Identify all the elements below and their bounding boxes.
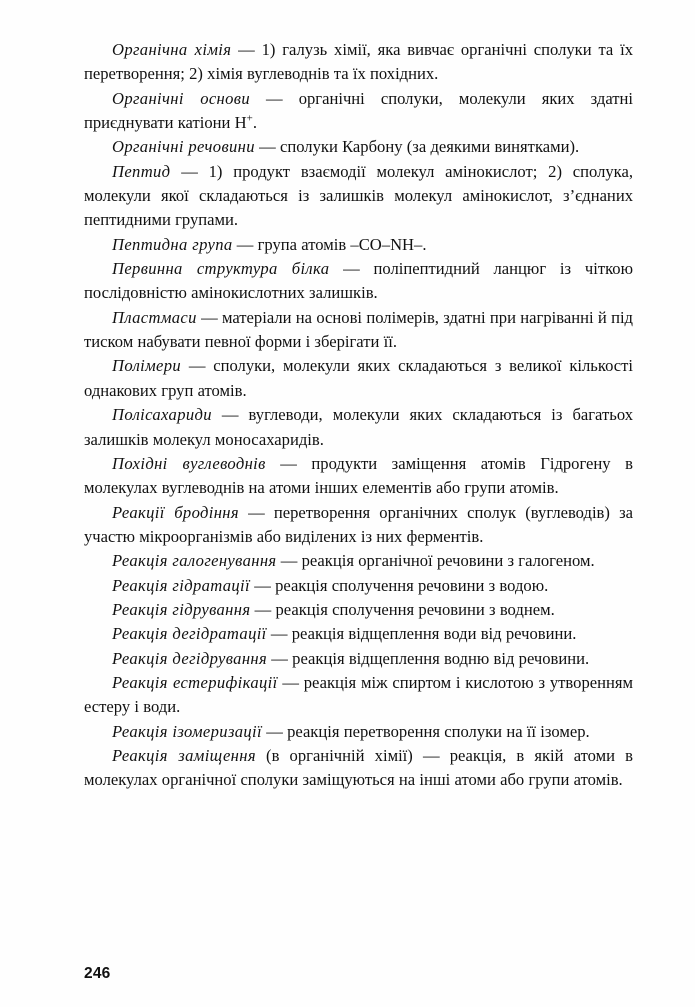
glossary-term: Реакція гідратації: [112, 575, 250, 595]
term-definition-separator: —: [249, 575, 276, 595]
glossary-definition: реакція, в якій атоми в молекулах органічної сполуки заміщуються на інші атоми або групи атомів.: [84, 745, 633, 790]
glossary-definition: 1) галузь хімії, яка вивчає органічні сполуки та їх перетворення; 2) хімія вуглеводнів та їх похідних.: [84, 40, 634, 84]
glossary-definition: продукти заміщення атомів Гідрогену в молекулах вуглеводнів на атоми інших елементів або групи атомів.: [84, 453, 633, 498]
term-definition-separator: —: [277, 672, 304, 692]
glossary-entry: [84, 622, 633, 646]
term-definition-separator: —: [329, 259, 374, 279]
glossary-term: Реакція дегідратації: [112, 624, 267, 644]
glossary-entry: [84, 257, 633, 306]
term-definition-separator: —: [232, 234, 258, 254]
glossary-term: Пептидна група: [112, 234, 233, 254]
glossary-definition: 1) продукт взаємодії молекул амінокислот; 2) сполука, молекули якої складаються із залишків молекул амінокислот, з’єднаних пептидними групами.: [84, 161, 633, 230]
glossary-definition-tail: .: [252, 113, 257, 133]
glossary-definition: сполуки, молекули яких складаються з великої кількості однакових груп атомів.: [84, 356, 634, 400]
glossary-term: Органічні речовини: [112, 137, 255, 157]
glossary-definition: група атомів –CO–NH–.: [257, 234, 427, 254]
glossary-term: Реакція естерифікації: [112, 672, 278, 692]
glossary-entry: [84, 160, 633, 233]
term-definition-separator: —: [250, 88, 299, 108]
glossary-definition: перетворення органічних сполук (вуглеводів) за участю мікроорганізмів або виділених із них ферментів.: [84, 502, 634, 546]
glossary-term: Полісахариди: [112, 405, 212, 425]
glossary-definition: сполуки Карбону (за деякими винятками).: [279, 137, 580, 157]
glossary-term: Реакція заміщення: [112, 745, 256, 765]
glossary-term: Полімери: [112, 356, 182, 376]
glossary-term: Реакції бродіння: [112, 502, 239, 522]
term-definition-separator: —: [266, 624, 292, 644]
glossary-term: Реакція галогенування: [112, 551, 277, 571]
page-number: 246: [84, 965, 111, 982]
glossary-entry: [84, 354, 633, 403]
glossary-term: Пептид: [112, 161, 171, 181]
glossary-entry: [84, 306, 633, 355]
glossary-entry: [84, 574, 633, 598]
glossary-definition: вуглеводи, молекули яких складаються із багатьох залишків молекул моносахаридів.: [84, 405, 633, 449]
glossary-entry: [84, 744, 633, 793]
glossary-entry: [84, 233, 633, 257]
glossary-entry: [84, 647, 633, 671]
glossary-term: Похідні вуглеводнів: [112, 453, 266, 473]
term-definition-separator: —: [181, 356, 214, 376]
term-definition-separator: —: [231, 40, 262, 59]
glossary-term: Первинна структура білка: [112, 259, 330, 279]
glossary-entry: [84, 403, 633, 452]
glossary-definition: реакція сполучення речовини з водою.: [275, 575, 549, 595]
glossary-definition: реакція перетворення сполуки на її ізомер.: [287, 721, 590, 741]
glossary-definition: поліпептидний ланцюг із чіткою послідовністю амінокислотних залишків.: [84, 259, 633, 303]
term-definition-separator: —: [238, 502, 274, 522]
term-definition-separator: —: [412, 745, 450, 765]
glossary-entry: [84, 549, 633, 573]
term-definition-separator: —: [211, 405, 249, 425]
term-definition-separator: —: [170, 161, 209, 181]
glossary-definition: реакція відщеплення водню від речовини.: [292, 648, 590, 668]
superscript-charge: +: [246, 112, 253, 125]
term-definition-separator: —: [196, 307, 222, 327]
glossary-term: Пластмаси: [112, 307, 197, 327]
glossary-entry: [84, 501, 633, 550]
glossary-definition: реакція між спиртом і кислотою з утворенням естеру і води.: [84, 672, 633, 717]
term-definition-separator: —: [254, 137, 280, 157]
glossary-entry: [84, 87, 633, 136]
glossary-entry: [84, 671, 633, 720]
term-definition-separator: —: [267, 648, 293, 668]
glossary-term: Органічна хімія: [112, 40, 232, 59]
glossary-term: Органічні основи: [112, 88, 250, 108]
glossary-definition: матеріали на основі полімерів, здатні при нагріванні й під тиском набувати певної форми і зберігати її.: [84, 307, 633, 352]
term-definition-separator: —: [265, 453, 312, 473]
glossary-entry: [84, 720, 633, 744]
glossary-entries-container: [84, 38, 633, 793]
glossary-entry: [84, 38, 633, 87]
glossary-definition: реакція органічної речовини з галогеном.: [301, 551, 595, 571]
glossary-term: Реакція ізомеризації: [112, 721, 262, 741]
glossary-term: Реакція гідрування: [112, 599, 251, 619]
term-parenthetical: (в органічній хімії): [255, 745, 413, 765]
glossary-definition: органічні сполуки, молекули яких здатні приєднувати катіони H: [84, 88, 634, 133]
term-definition-separator: —: [261, 721, 288, 741]
glossary-term: Реакція дегідрування: [112, 648, 268, 668]
term-definition-separator: —: [276, 551, 302, 571]
glossary-entry: [84, 598, 633, 622]
glossary-definition: реакція сполучення речовини з воднем.: [275, 599, 555, 619]
glossary-entry: [84, 135, 633, 159]
term-definition-separator: —: [250, 599, 276, 619]
glossary-definition: реакція відщеплення води від речовини.: [291, 624, 577, 644]
glossary-entry: [84, 452, 633, 501]
